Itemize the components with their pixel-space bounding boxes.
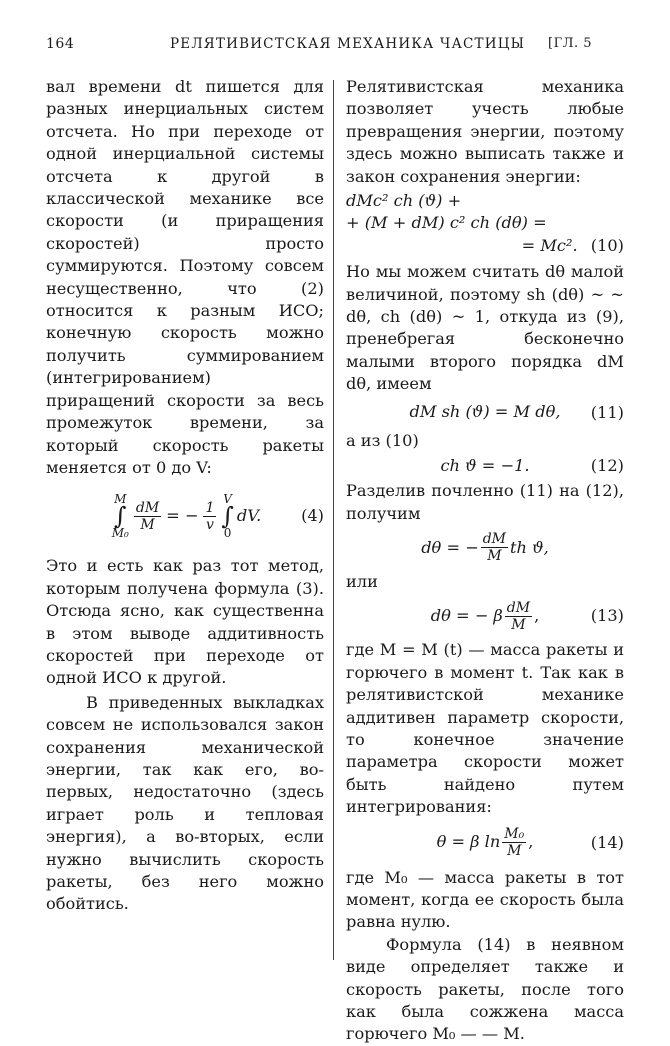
fraction-dm-m — [134, 500, 161, 533]
right-paragraph-1: Релятивистская механика позволяет учесть любые превращения энергии, поэтому здесь можно выписать также и закон сохранения энергии: — [346, 77, 624, 186]
integral-1-lower: M₀ — [111, 526, 129, 541]
fraction-numerator: dM — [506, 599, 531, 616]
equation-dtheta-tail: th ϑ, — [510, 537, 549, 557]
equation-13-number: (13) — [590, 606, 624, 626]
equation-14-tail: , — [528, 832, 534, 852]
fraction-m0-m — [502, 826, 526, 859]
equation-11 — [346, 396, 624, 430]
equation-4-number: (4) — [301, 506, 324, 526]
equation-13-tail: , — [534, 606, 540, 626]
equation-4 — [46, 483, 324, 549]
equation-14-lhs: θ = β ln — [436, 832, 501, 852]
fraction-1-v — [203, 500, 216, 533]
integral-2-lower: 0 — [223, 526, 232, 541]
equation-12-body: ch ϑ = −1. — [440, 455, 530, 475]
equation-10-line-3-row — [346, 235, 624, 257]
running-title: РЕЛЯТИВИСТСКАЯ МЕХАНИКА ЧАСТИЦЫ — [170, 36, 526, 52]
fraction-dm-m — [481, 531, 508, 564]
equals-minus: = − — [166, 506, 199, 526]
equation-13 — [346, 593, 624, 639]
equation-14 — [346, 819, 624, 867]
fraction-denominator: M — [511, 616, 526, 633]
equation-14-number: (14) — [590, 832, 624, 852]
equation-4-tail: dV. — [236, 506, 262, 526]
equation-10 — [346, 190, 624, 257]
right-paragraph-2: Но мы можем считать dθ малой величиной, поэтому sh (dθ) ~ ~ dθ, ch (dθ) ~ 1, откуда из (9), пренебрегая бесконечно малыми второго порядка dM dθ, имеем — [346, 262, 624, 394]
equation-10-line-2: + (M + dM) c² ch (dθ) = — [346, 213, 547, 233]
equation-10-number: (10) — [590, 235, 624, 255]
fraction-dm-m — [505, 600, 532, 633]
page-number: 164 — [46, 36, 75, 52]
equation-dtheta-lhs: dθ = − — [421, 537, 479, 557]
equation-13-lhs: dθ = − β — [430, 606, 503, 626]
equation-10-line-3: = Mc². — [521, 235, 578, 255]
fraction-denominator: M — [140, 516, 155, 533]
integral-2: V ∫ 0 — [221, 492, 234, 541]
right-column — [346, 76, 624, 1046]
equation-12 — [346, 452, 624, 480]
right-paragraph-5: где M₀ — масса ракеты в тот момент, когда ее скорость была равна нулю. — [346, 867, 624, 932]
fraction-numerator: dM — [482, 531, 507, 548]
fraction-denominator: v — [205, 516, 214, 533]
equation-12-number: (12) — [590, 455, 624, 475]
column-divider — [333, 80, 334, 960]
left-paragraph-1: вал времени dt пишется для разных инерциальных систем отсчета. Но при переходе от одной инерциальной системы отсчета к другой в классической механике все скорости (и приращения скоростей) просто суммируются. Поэтому совсем несущественно, что (2) относится к разным ИСО; конечную скорость можно получить суммированием (интегрированием) приращений скорости за весь промежуток времени, за который скорость ракеты меняется от 0 до V: — [46, 77, 324, 477]
equation-10-line-1: dMc² ch (ϑ) + — [346, 191, 462, 211]
or-text: или — [346, 571, 378, 591]
left-paragraph-3: В приведенных выкладках совсем не использовался закон сохранения механической энергии, так как его, во-первых, недостаточно (здесь играет роль и тепловая энергия), а во-вторых, если нужно вычислить скорость ракеты, без него можно обойтись. — [46, 692, 324, 914]
right-paragraph-4: где M = M (t) — масса ракеты и горючего в момент t. Так как в релятивистской механике аддитивен параметр скорости, то конечное значение параметра скорости может быть найдено путем интегрирования: — [346, 640, 624, 817]
fraction-numerator: 1 — [205, 499, 215, 516]
right-paragraph-6: Формула (14) в неявном виде определяет также и скорость ракеты, после того как была сожжена масса горючего M₀ — — M. — [346, 934, 624, 1044]
fraction-denominator: M — [507, 843, 522, 860]
fraction-numerator: dM — [135, 499, 160, 516]
equation-11-number: (11) — [590, 402, 624, 422]
integral-1: M ∫ M₀ — [111, 492, 129, 541]
chapter-label: [ГЛ. 5 — [548, 36, 593, 51]
left-paragraph-2: Это и есть как раз тот метод, которым получена формула (3). Отсюда ясно, как существенна в этом выводе аддитивность скоростей при переходе от одной ИСО к другой. — [46, 556, 324, 688]
and-from-text: а из (10) — [346, 430, 419, 450]
right-paragraph-3: Разделив почленно (11) на (12), получим — [346, 481, 624, 523]
equation-dtheta — [346, 525, 624, 571]
integral-2-upper: V — [223, 492, 232, 507]
fraction-denominator: M — [487, 548, 502, 565]
fraction-numerator: M₀ — [504, 826, 525, 843]
equation-11-body: dM sh (ϑ) = M dθ, — [409, 402, 561, 422]
left-column — [46, 76, 324, 916]
integral-1-upper: M — [114, 492, 127, 507]
